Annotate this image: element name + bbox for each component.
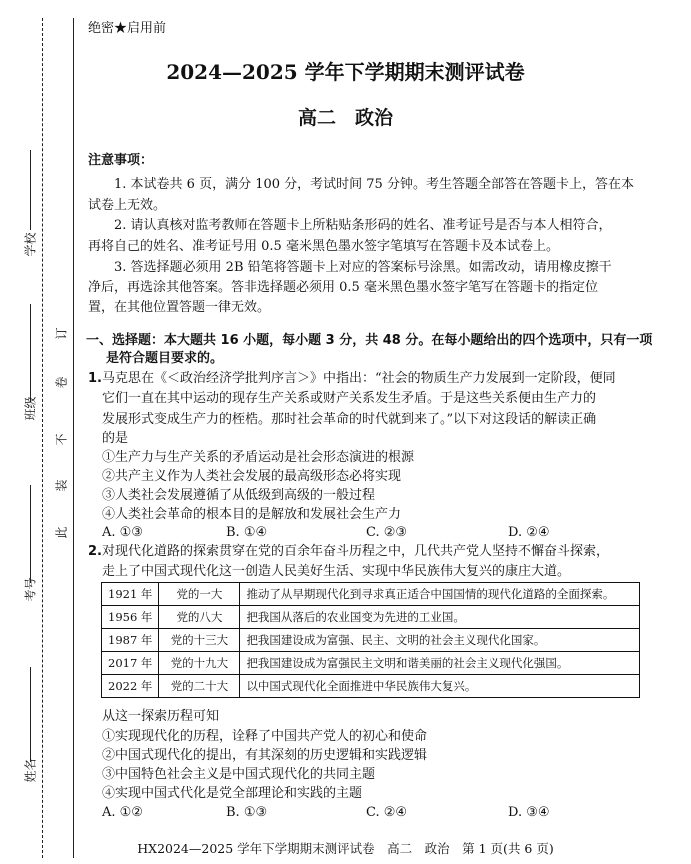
choice-c: C. ②④: [366, 805, 408, 820]
exam-number-blank: [30, 485, 31, 583]
binding-char: 不: [54, 433, 69, 446]
year-cell: 1921 年: [102, 583, 159, 606]
question-text: 发展形式变成生产力的桎梏。那时社会革命的时代就到来了。”以下对这段话的解读正确: [102, 412, 597, 427]
table-row: [102, 675, 640, 698]
note-line: 试卷上无效。: [88, 198, 167, 213]
note-line: 再将自己的姓名、准考证号用 0.5 毫米黑色墨水签字笔填写在答题卡及本试卷上。: [88, 239, 559, 254]
table-row: [102, 629, 640, 652]
question-text: 的是: [102, 431, 129, 446]
dashed-cut-line: [42, 18, 43, 858]
school-blank: [30, 150, 31, 230]
binding-char: 此: [54, 526, 69, 539]
exam-number-label: 考号: [23, 577, 38, 602]
school-label: 学校: [23, 232, 38, 257]
statement: ①生产力与生产关系的矛盾运动是社会形态演进的根源: [102, 450, 415, 465]
year-cell: 1956 年: [102, 606, 159, 629]
statement: ④人类社会革命的根本目的是解放和发展社会生产力: [102, 507, 402, 522]
congress-cell: 党的十九大: [159, 652, 240, 675]
statement: ③人类社会发展遵循了从低级到高级的一般过程: [102, 488, 376, 503]
question-number: 1.: [88, 371, 102, 386]
question-text: 马克思在《＜政治经济学批判序言＞》中指出：“社会的物质生产力发展到一定阶段，便同: [102, 371, 616, 386]
goal-cell: 把我国从落后的农业国变为先进的工业国。: [240, 606, 640, 629]
note-line: 1. 本试卷共 6 页，满分 100 分，考试时间 75 分钟。考生答题全部答在答题卡上，答在本: [114, 177, 634, 192]
choice-d: D. ②④: [508, 525, 550, 540]
page-footer: HX2024—2025 学年下学期期末测评试卷 高二 政治 第 1 页(共 6 页): [137, 841, 554, 856]
congress-cell: 党的二十大: [159, 675, 240, 698]
note-line: 3. 答选择题必须用 2B 铅笔将答题卡上对应的答案标号涂黑。如需改动，请用橡皮擦干: [114, 260, 612, 275]
exam-title: 2024—2025 学年下学期期末测评试卷: [166, 60, 525, 84]
class-blank: [30, 304, 31, 402]
statement: ③中国特色社会主义是中国式现代化的共同主题: [102, 767, 376, 782]
note-line: 置，在其他位置答题一律无效。: [88, 300, 271, 315]
choice-d: D. ③④: [508, 805, 550, 820]
congress-cell: 党的十三大: [159, 629, 240, 652]
year-cell: 1987 年: [102, 629, 159, 652]
history-table: [101, 582, 640, 698]
year-cell: 2022 年: [102, 675, 159, 698]
name-blank: [30, 667, 31, 762]
statement: ①实现现代化的历程，诠释了中国共产党人的初心和使命: [102, 729, 428, 744]
choice-b: B. ①④: [226, 525, 268, 540]
binding-char: 装: [54, 479, 69, 492]
question-text: 对现代化道路的探索贯穿在党的百余年奋斗历程之中，几代共产党人坚持不懈奋斗探索，: [102, 544, 610, 559]
table-row: [102, 652, 640, 675]
secret-label: 绝密★启用前: [88, 21, 167, 36]
goal-cell: 把我国建设成为富强、民主、文明的社会主义现代化国家。: [240, 629, 640, 652]
class-label: 班级: [23, 396, 38, 421]
exam-subtitle: 高二 政治: [297, 107, 393, 129]
choice-b: B. ①③: [226, 805, 268, 820]
name-label: 姓名: [23, 758, 38, 783]
choice-a: A. ①②: [102, 805, 143, 820]
question-number: 2.: [88, 544, 102, 559]
question-text: 它们一直在其中运动的现存生产关系或财产关系发生矛盾。于是这些关系便由生产力的: [102, 391, 597, 406]
congress-cell: 党的八大: [159, 606, 240, 629]
note-line: 净后，再选涂其他答案。答非选择题必须用 0.5 毫米黑色墨水签字笔写在答题卡的指定位: [88, 280, 598, 295]
choice-c: C. ②③: [366, 525, 408, 540]
table-row: [102, 606, 640, 629]
section-heading: 一、选择题：本大题共 16 小题，每小题 3 分，共 48 分。在每小题给出的四个选项中，只有一项: [86, 333, 653, 348]
goal-cell: 以中国式现代化全面推进中华民族伟大复兴。: [240, 675, 640, 698]
congress-cell: 党的一大: [159, 583, 240, 606]
binding-char: 订: [54, 327, 69, 340]
statement: ②中国式现代化的提出，有其深刻的历史逻辑和实践逻辑: [102, 748, 428, 763]
goal-cell: 推动了从早期现代化到寻求真正适合中国国情的现代化道路的全面探索。: [240, 583, 640, 606]
binding-line: [73, 18, 74, 858]
question-stem: 从这一探索历程可知: [102, 709, 220, 724]
binding-char: 卷: [54, 376, 69, 389]
statement: ④实现中国式代化是党全部理论和实践的主题: [102, 786, 363, 801]
section-heading-cont: 是符合题目要求的。: [106, 351, 224, 366]
table-row: [102, 583, 640, 606]
choice-a: A. ①③: [102, 525, 143, 540]
notes-heading: 注意事项：: [88, 153, 154, 168]
statement: ②共产主义作为人类社会发展的最高级形态必将实现: [102, 469, 402, 484]
goal-cell: 把我国建设成为富强民主文明和谐美丽的社会主义现代化强国。: [240, 652, 640, 675]
year-cell: 2017 年: [102, 652, 159, 675]
question-text: 走上了中国式现代化这一创造人民美好生活、实现中华民族伟大复兴的康庄大道。: [102, 564, 571, 579]
note-line: 2. 请认真核对监考教师在答题卡上所粘贴条形码的姓名、准考证号是否与本人相符合，: [114, 218, 612, 233]
